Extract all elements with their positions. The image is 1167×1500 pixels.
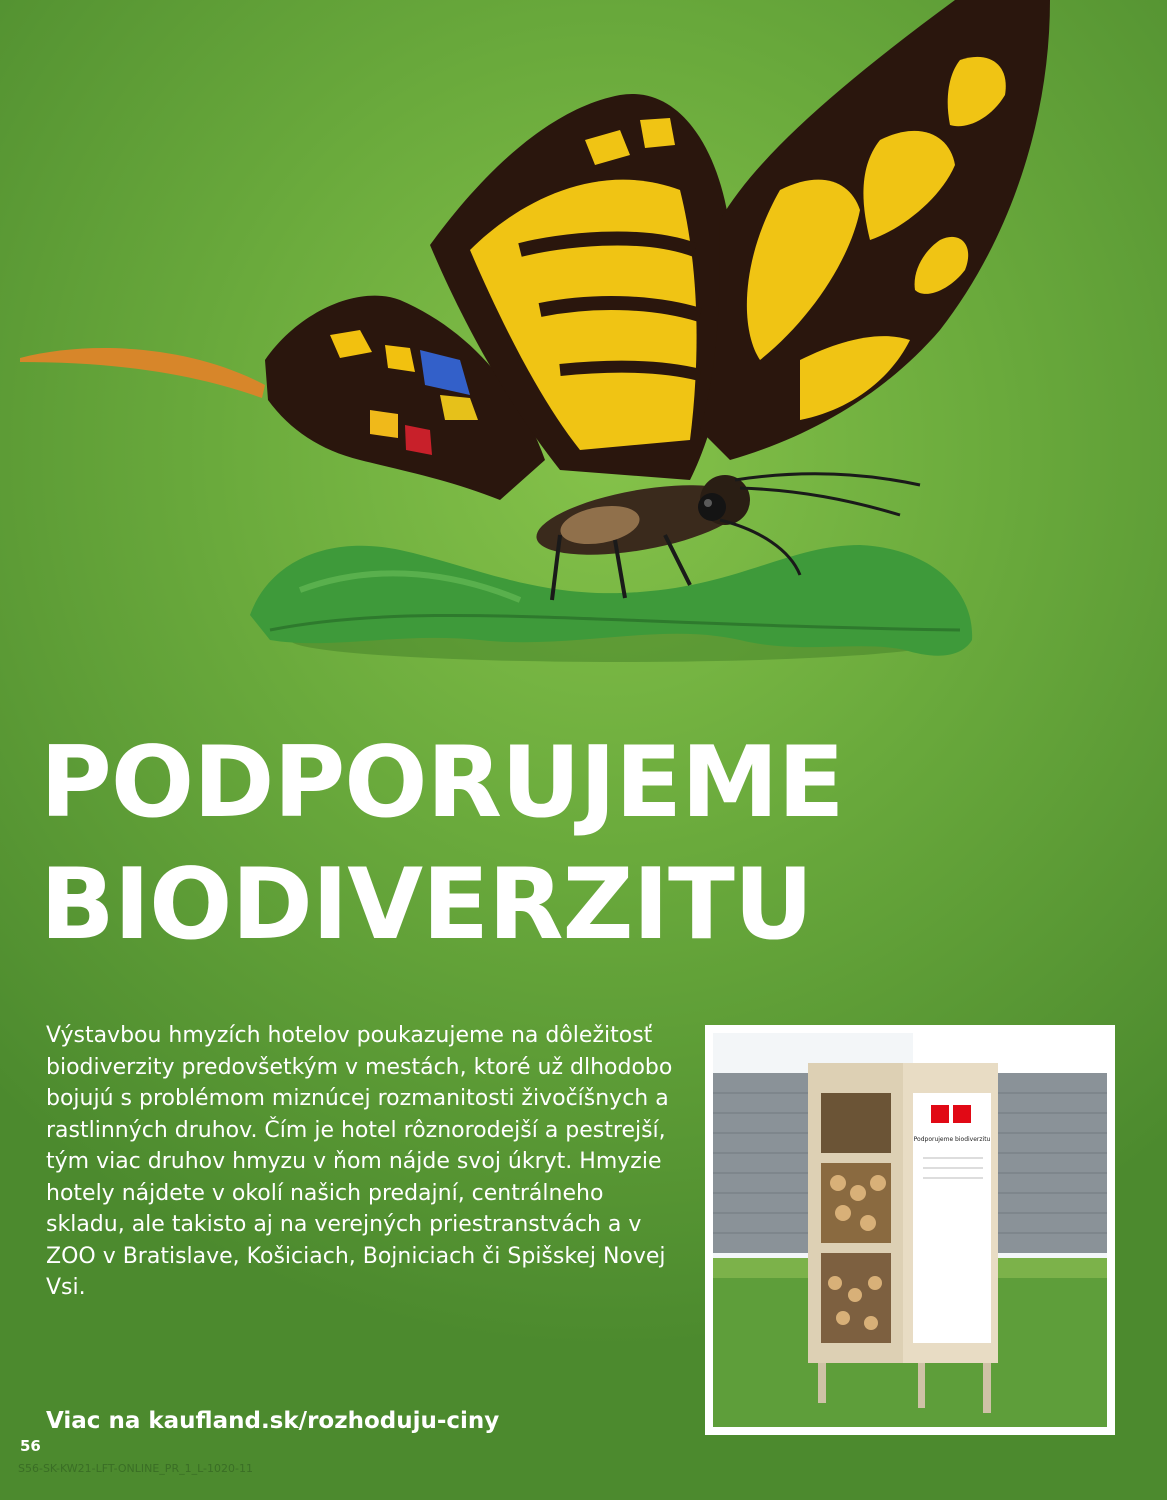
headline-line-1: PODPORUJEME	[40, 726, 844, 840]
print-code: S56-SK-KW21-LFT-ONLINE_PR_1_L-1020-11	[18, 1462, 253, 1475]
insect-hotel-photo	[705, 1025, 1115, 1435]
headline	[40, 722, 844, 966]
body-paragraph: Výstavbou hmyzích hotelov poukazujeme na dôležitosť biodiverzity predovšetkým v mestách, ktoré už dlhodobo bojujú s problémom miznúcej rozmanitosti živočíšnych a rastlinných druhov. Čím je hotel rôznorodejší a pestrejší, tým viac druhov hmyzu v ňom nájde svoj úkryt. Hmyzie hotely nájdete v okolí našich predajní, centrálneho skladu, ale takisto aj na verejných priestranstvách a v ZOO v Bratislave, Košiciach, Bojniciach či Spišskej Novej Vsi.	[46, 1023, 673, 1300]
butterfly-antenna	[735, 474, 920, 485]
butterfly-tail	[20, 348, 265, 398]
kaufland-logo	[931, 1105, 949, 1123]
butterfly-on-leaf-illustration	[0, 0, 1167, 700]
more-info-link[interactable]: Viac na kaufland.sk/rozhoduju-ciny	[46, 1408, 500, 1434]
page-number: 56	[20, 1437, 41, 1455]
headline-line-2: BIODIVERZITU	[40, 848, 813, 962]
sign-heading: Podporujeme biodiverzitu	[913, 1136, 991, 1143]
